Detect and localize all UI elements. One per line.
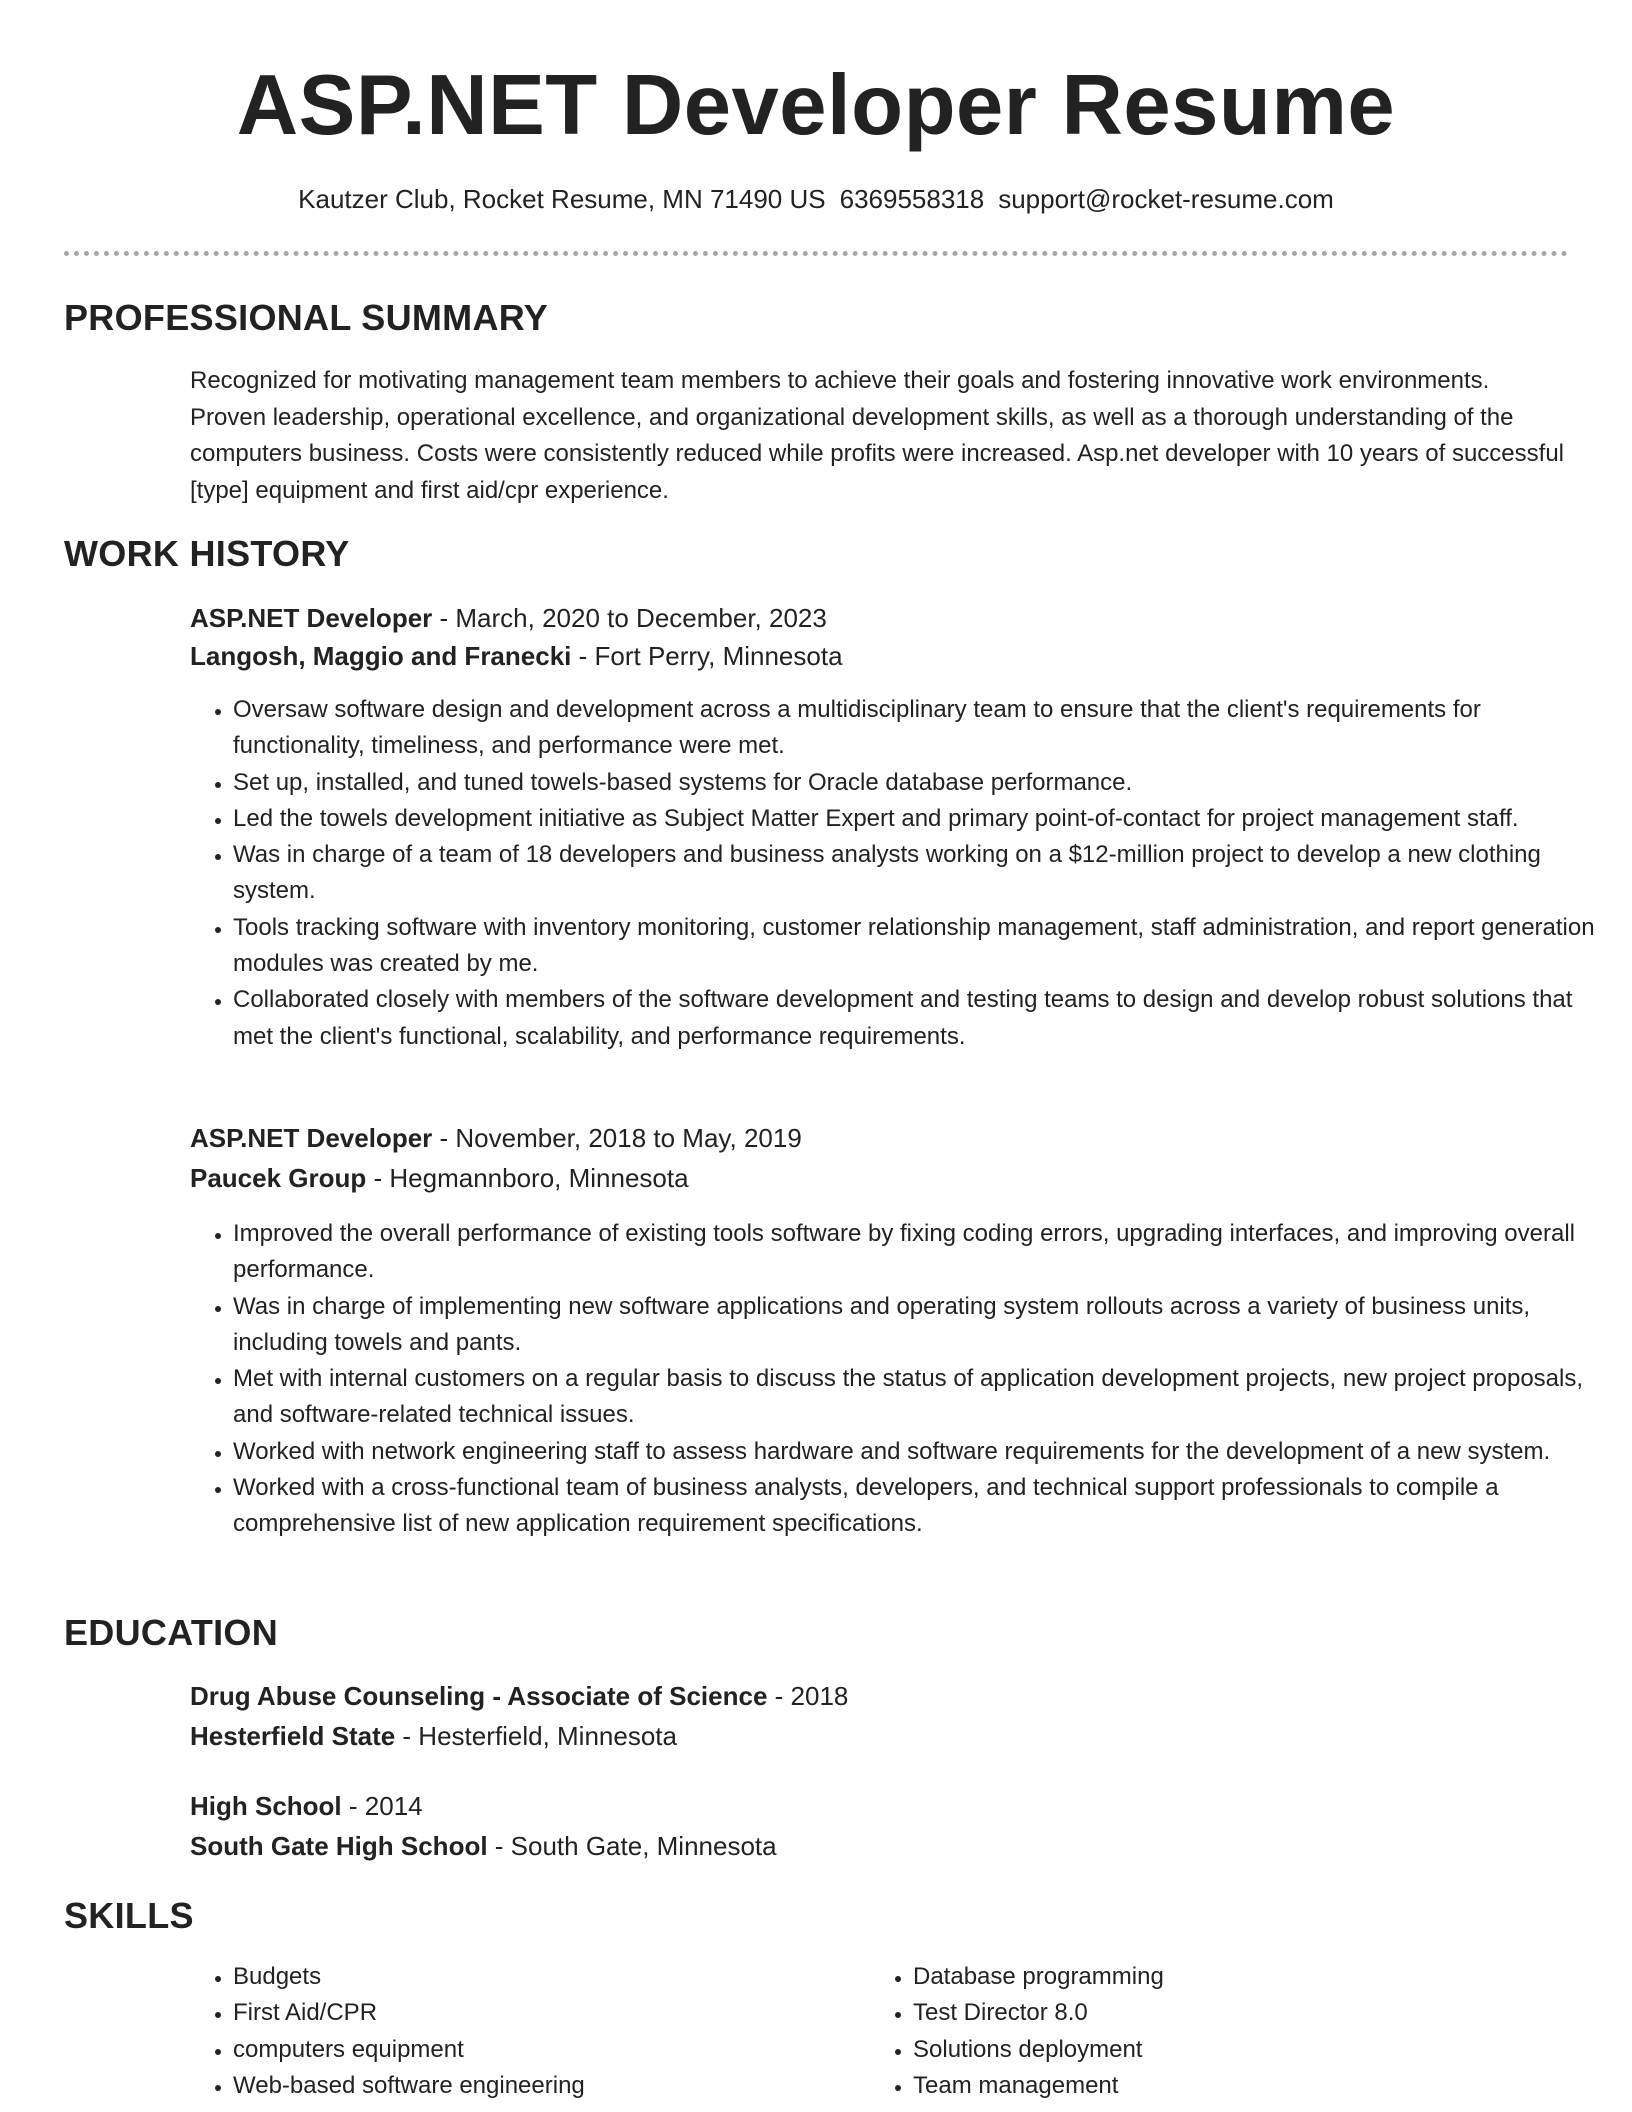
- section-heading-skills: SKILLS: [64, 1895, 194, 1936]
- list-item: • Was in charge of implementing new software applications and operating system rollouts across a variety of business units, including towels and pants.: [233, 1289, 1613, 1362]
- list-item: • Led the towels development initiative as Subject Matter Expert and primary point-of-contact for project management staff.: [233, 801, 1613, 837]
- job-2-company: Paucek Group: [190, 1163, 367, 1193]
- skill-item: • Budgets: [233, 1959, 853, 1995]
- list-item: • Was in charge of a team of 18 developers and business analysts working on a $12-million project to develop a new clothing system.: [233, 837, 1613, 910]
- contact-phone: 6369558318: [839, 184, 985, 214]
- header-divider: [64, 251, 1568, 256]
- section-heading-summary: PROFESSIONAL SUMMARY: [64, 297, 549, 338]
- skill-item: • Web-based software engineering: [233, 2068, 853, 2104]
- list-item: • Tools tracking software with inventory monitoring, customer relationship management, staff administration, and report generation modules was created by me.: [233, 910, 1613, 983]
- summary-text: Recognized for motivating management team members to achieve their goals and fostering innovative work environments. Proven leadership, operational excellence, and organizational development skills, as well as a thorough understanding of the computers business. Costs were consistently reduced while profits were increased. Asp.net developer with 10 years of successful [type] equipment and first aid/cpr experience.: [190, 367, 1564, 504]
- skill-item: • Test Director 8.0: [913, 1995, 1553, 2031]
- list-item: • Worked with network engineering staff to assess hardware and software requirements for the development of a new system.: [233, 1434, 1613, 1470]
- job-2-location: - Hegmannboro, Minnesota: [366, 1163, 689, 1193]
- skill-item: • Solutions deployment: [913, 2032, 1553, 2068]
- job-1-company-line: [190, 638, 843, 674]
- list-item: • Collaborated closely with members of the software development and testing teams to design and develop robust solutions that met the client's functional, scalability, and performance requirements.: [233, 982, 1613, 1055]
- resume-title: ASP.NET Developer Resume: [236, 58, 1396, 153]
- job-1-dates: - March, 2020 to December, 2023: [432, 603, 827, 633]
- list-item: • Met with internal customers on a regular basis to discuss the status of application development projects, new project proposals, and software-related technical issues.: [233, 1361, 1613, 1434]
- job-1-location: - Fort Perry, Minnesota: [571, 641, 843, 671]
- section-heading-education: EDUCATION: [64, 1612, 279, 1653]
- education-2-degree: High School: [190, 1791, 342, 1821]
- contact-address: Kautzer Club, Rocket Resume, MN 71490 US: [298, 184, 826, 214]
- education-1-school-line: [190, 1718, 677, 1754]
- education-1-degree: Drug Abuse Counseling - Associate of Science: [190, 1681, 768, 1711]
- job-2-title-line: [190, 1120, 802, 1156]
- job-1-title: ASP.NET Developer: [190, 603, 433, 633]
- skill-item: • computers equipment: [233, 2032, 853, 2068]
- education-2-degree-line: [190, 1788, 423, 1824]
- contact-line: [0, 182, 1632, 216]
- education-1-year: - 2018: [767, 1681, 849, 1711]
- education-1-school: Hesterfield State: [190, 1721, 396, 1751]
- job-1-bullets: [190, 692, 1613, 1055]
- job-2-bullets: [190, 1216, 1613, 1543]
- list-item: • Improved the overall performance of existing tools software by fixing coding errors, upgrading interfaces, and improving overall performance.: [233, 1216, 1613, 1289]
- job-2-dates: - November, 2018 to May, 2019: [432, 1123, 802, 1153]
- skill-item: • Database programming: [913, 1959, 1553, 1995]
- list-item: • Set up, installed, and tuned towels-based systems for Oracle database performance.: [233, 765, 1613, 801]
- list-item: • Oversaw software design and development across a multidisciplinary team to ensure that the client's requirements for functionality, timeliness, and performance were met.: [233, 692, 1613, 765]
- skills-left-column: [190, 1959, 853, 2104]
- education-1-location: - Hesterfield, Minnesota: [395, 1721, 677, 1751]
- skill-item: • First Aid/CPR: [233, 1995, 853, 2031]
- education-2-school-line: [190, 1828, 777, 1864]
- education-1-degree-line: [190, 1678, 848, 1714]
- contact-email: support@rocket-resume.com: [998, 184, 1334, 214]
- job-1-company: Langosh, Maggio and Franecki: [190, 641, 572, 671]
- job-1-title-line: [190, 600, 827, 636]
- job-2-company-line: [190, 1160, 689, 1196]
- job-2-title: ASP.NET Developer: [190, 1123, 433, 1153]
- section-heading-work-history: WORK HISTORY: [64, 533, 350, 574]
- education-2-year: - 2014: [341, 1791, 423, 1821]
- list-item: • Worked with a cross-functional team of business analysts, developers, and technical support professionals to compile a comprehensive list of new application requirement specifications.: [233, 1470, 1613, 1543]
- skill-item: • Team management: [913, 2068, 1553, 2104]
- skills-right-column: [870, 1959, 1553, 2104]
- education-2-school: South Gate High School: [190, 1831, 488, 1861]
- education-2-location: - South Gate, Minnesota: [487, 1831, 777, 1861]
